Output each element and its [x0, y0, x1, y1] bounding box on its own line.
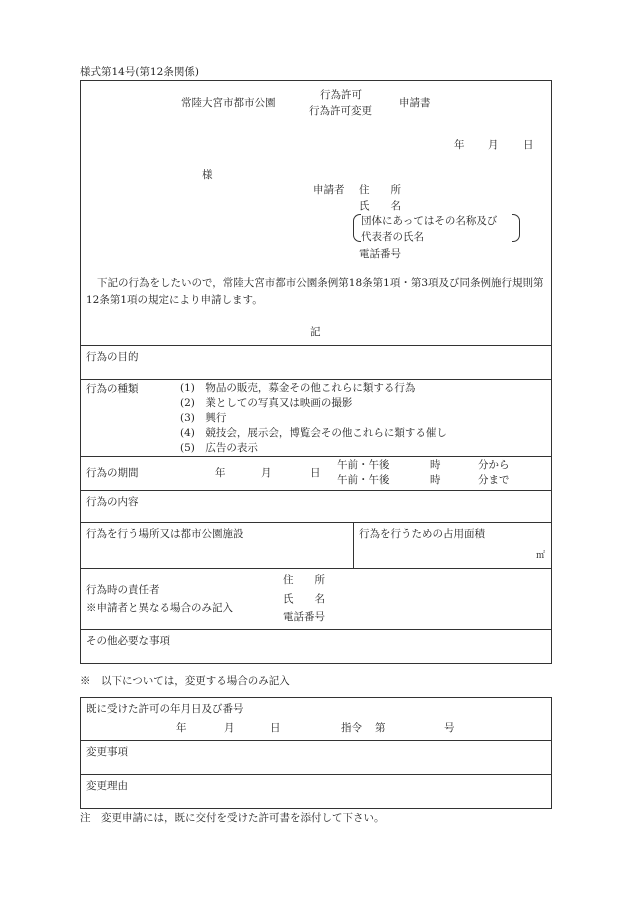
responsible-note: ※申請者と異なる場合のみ記入	[86, 602, 233, 614]
other-label: その他必要な事項	[86, 635, 170, 647]
divider	[80, 774, 552, 775]
dai-label: 第	[375, 722, 386, 734]
responsible-phone-label: 電話番号	[283, 611, 325, 623]
responsible-name-label: 氏 名	[283, 593, 325, 605]
divider	[80, 522, 552, 523]
type-item: (5) 広告の表示	[180, 442, 258, 454]
divider	[80, 490, 552, 491]
divider	[80, 456, 552, 457]
change-reason-label: 変更理由	[86, 780, 128, 792]
applicant-address-label: 住 所	[359, 184, 401, 196]
applicant-phone-label: 電話番号	[359, 248, 401, 260]
divider	[80, 629, 552, 630]
responsible-label: 行為時の責任者	[86, 584, 160, 596]
ki-heading: 記	[310, 326, 321, 338]
type-item: (3) 興行	[180, 412, 227, 424]
addressee-label: 様	[202, 169, 213, 181]
form-number: 様式第14号(第12条関係)	[80, 66, 199, 78]
change-note: ※ 以下については，変更する場合のみ記入	[80, 675, 290, 687]
prior-month-label: 月	[224, 722, 235, 734]
go-label: 号	[444, 722, 455, 734]
period-day-label: 日	[310, 467, 321, 479]
org-note-line1: 団体にあってはその名称及び	[361, 215, 498, 227]
divider	[80, 740, 552, 741]
content-label: 行為の内容	[86, 496, 139, 508]
end-hour-label: 時	[430, 474, 441, 486]
from-label: 分から	[478, 459, 510, 471]
start-ampm-label: 午前・午後	[337, 459, 390, 471]
application-statement: 下記の行為をしたいので，常陸大宮市都市公園条例第18条第1項・第3項及び同条例施行規則第12条第1項の規定により申請します。	[86, 277, 544, 306]
start-hour-label: 時	[430, 459, 441, 471]
prior-day-label: 日	[270, 722, 281, 734]
period-year-label: 年	[215, 467, 226, 479]
types-label: 行為の種類	[86, 383, 139, 395]
type-item: (1) 物品の販売，募金その他これらに類する行為	[180, 382, 416, 394]
period-month-label: 月	[261, 467, 272, 479]
responsible-address-label: 住 所	[283, 574, 325, 586]
document-type: 申請書	[399, 97, 431, 109]
date-month-label: 月	[488, 139, 499, 151]
applicant-label: 申請者	[313, 184, 345, 196]
park-name: 常陸大宮市都市公園	[181, 97, 276, 109]
prior-year-label: 年	[176, 722, 187, 734]
purpose-label: 行為の目的	[86, 351, 139, 363]
type-item: (2) 業としての写真又は映画の撮影	[180, 397, 353, 409]
date-year-label: 年	[454, 139, 465, 151]
divider	[80, 568, 552, 569]
end-ampm-label: 午前・午後	[337, 474, 390, 486]
applicant-name-label: 氏 名	[359, 200, 401, 212]
divider	[80, 379, 552, 380]
option-permit: 行為許可	[320, 89, 362, 101]
period-label: 行為の期間	[86, 467, 139, 479]
area-label: 行為を行うための占用面積	[359, 528, 485, 540]
footer-note: 注 変更申請には，既に交付を受けた許可書を添付して下さい。	[80, 812, 385, 824]
right-bracket-icon	[512, 214, 520, 242]
divider	[353, 522, 354, 568]
date-day-label: 日	[523, 139, 534, 151]
change-items-label: 変更事項	[86, 746, 128, 758]
prior-permit-label: 既に受けた許可の年月日及び番号	[86, 703, 244, 715]
location-label: 行為を行う場所又は都市公園施設	[86, 528, 244, 540]
type-item: (4) 競技会，展示会，博覧会その他これらに類する催し	[180, 427, 447, 439]
org-note-line2: 代表者の氏名	[361, 231, 424, 243]
shirei-label: 指令	[341, 722, 362, 734]
area-unit: ㎡	[536, 551, 546, 561]
option-permit-change: 行為許可変更	[309, 105, 372, 117]
to-label: 分まで	[478, 474, 510, 486]
left-bracket-icon	[353, 214, 361, 242]
divider	[80, 345, 552, 346]
